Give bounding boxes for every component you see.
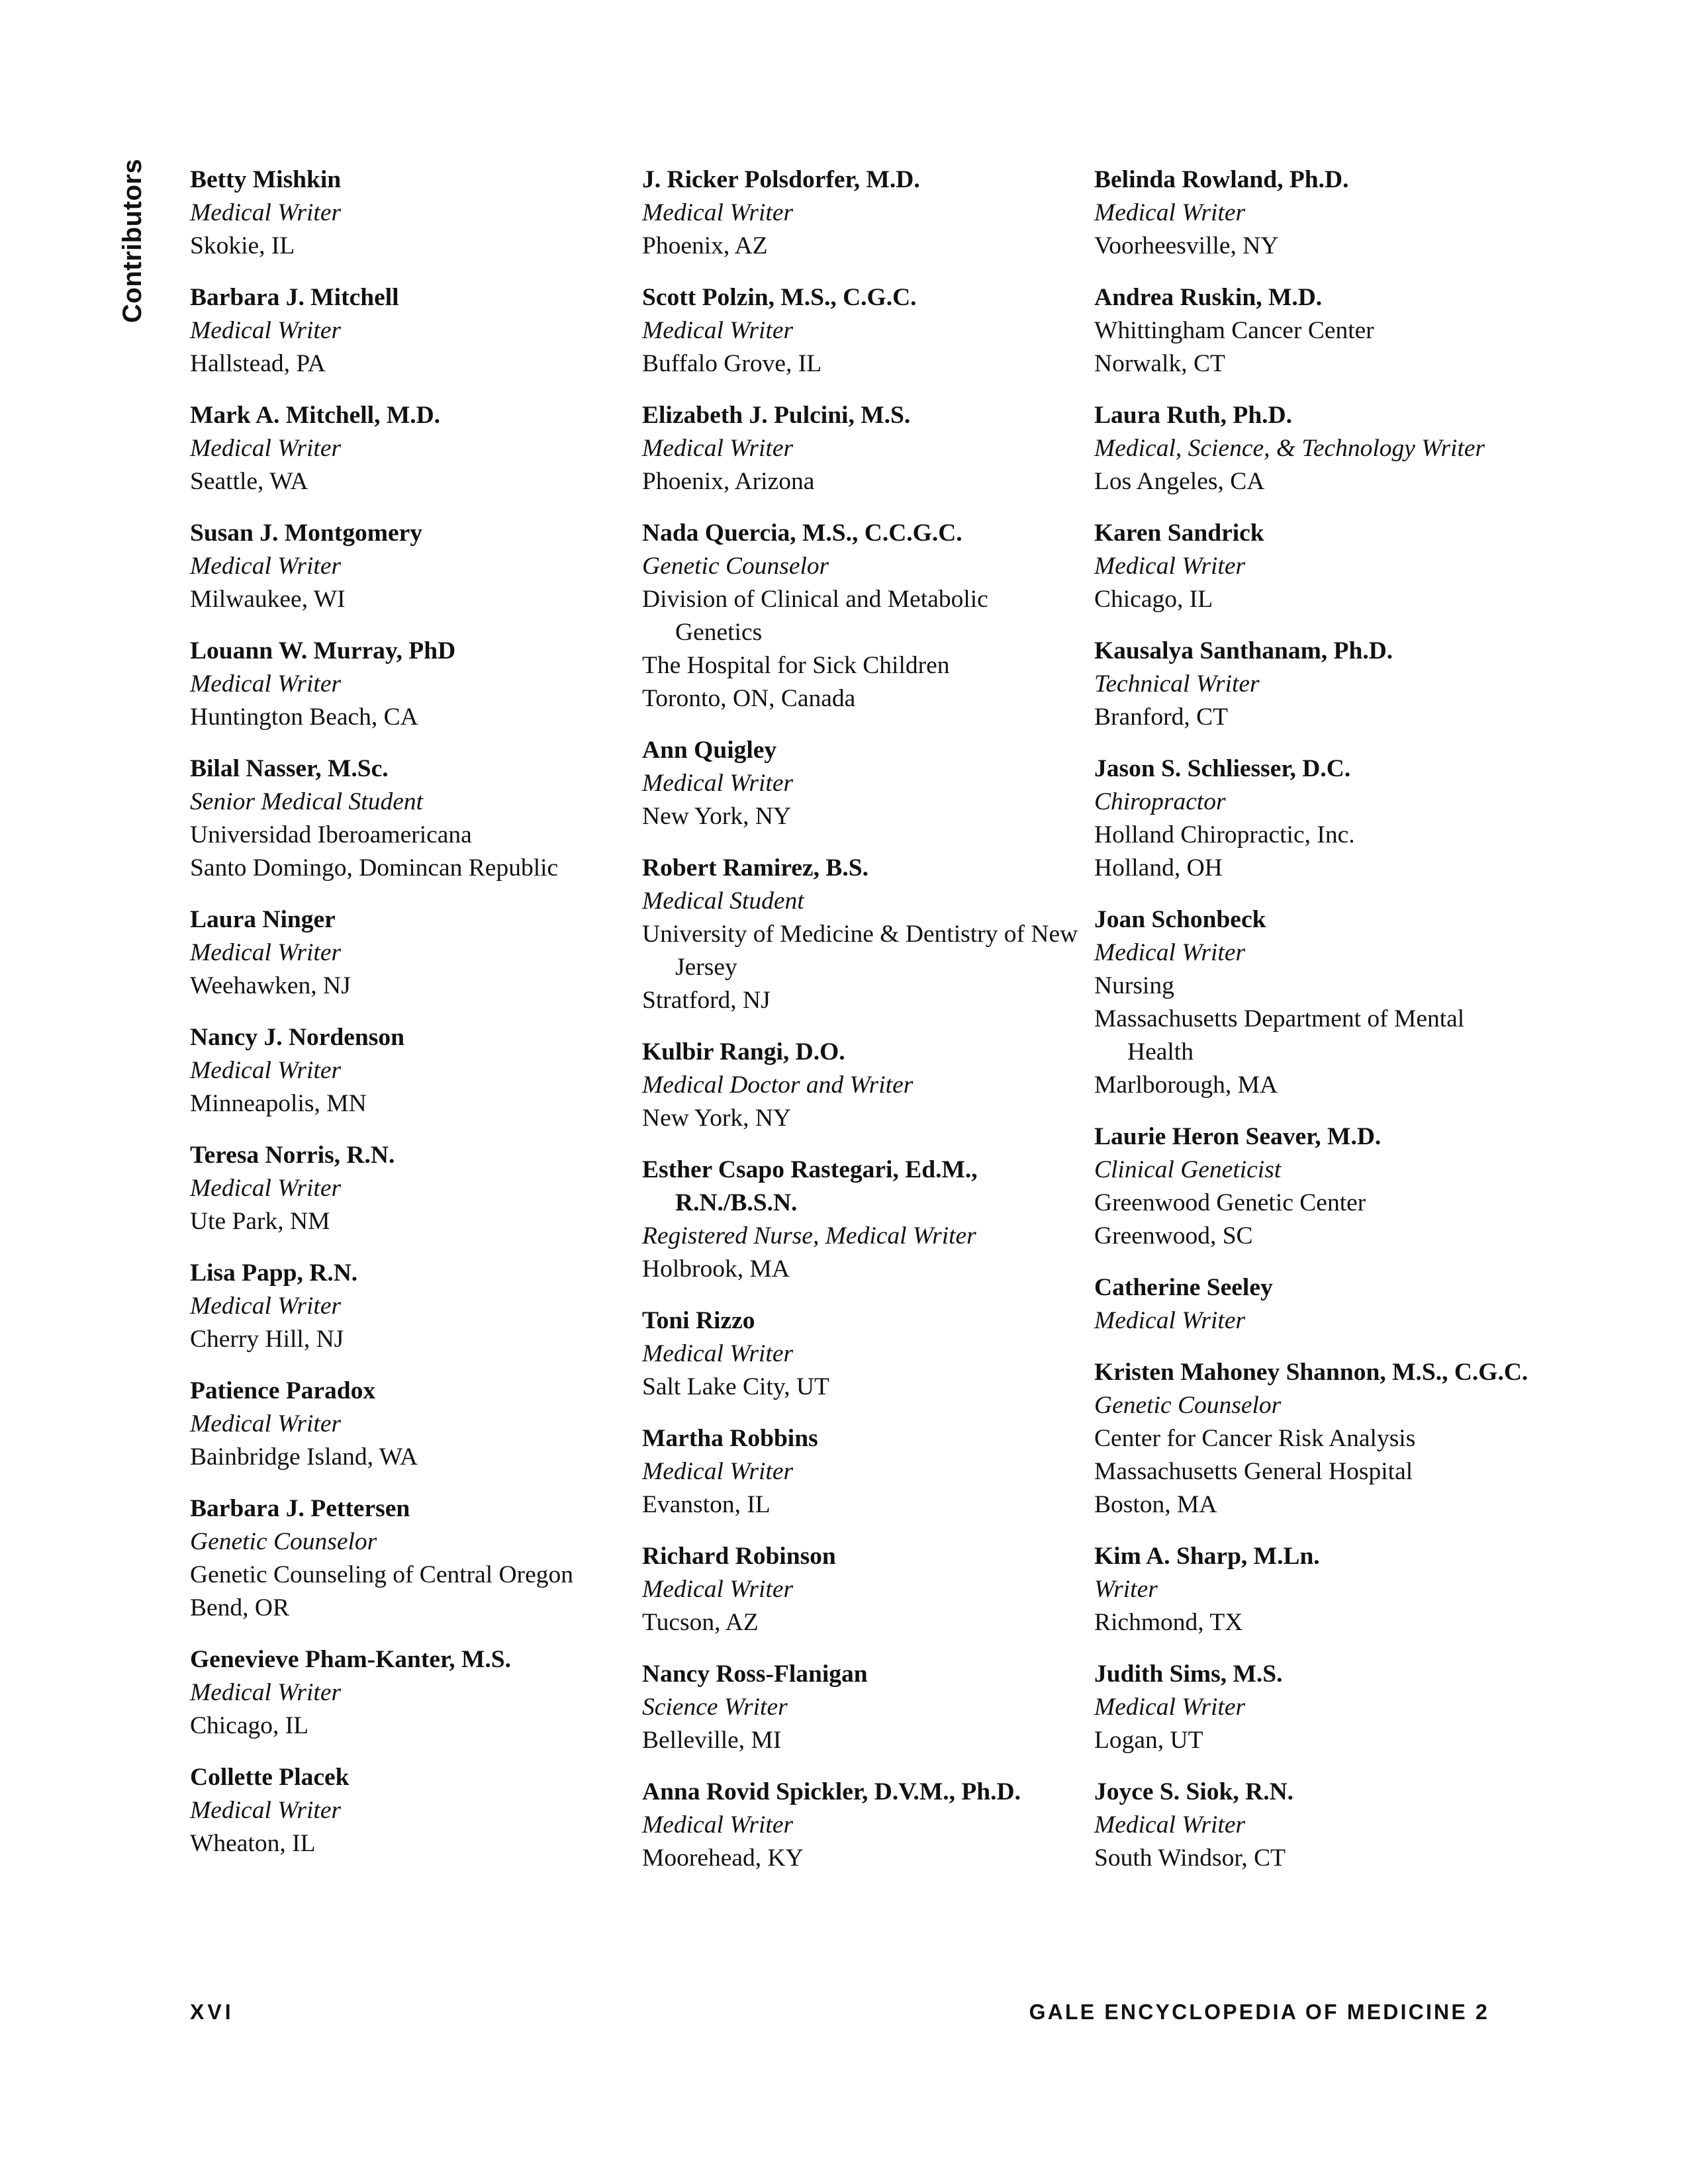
contributor-name: Robert Ramirez, B.S. [642,854,868,882]
contributor-entry [1094,281,1531,381]
contributor-entry [642,399,1079,498]
contributor-detail: Center for Cancer Risk Analysis [1094,1425,1416,1452]
contributor-name: Mark A. Mitchell, M.D. [190,402,441,429]
contributor-role: Medical Doctor and Writer [642,1071,914,1099]
contributor-detail: Branford, CT [1094,704,1229,731]
contributor-entry [1094,517,1531,616]
contributor-entry [642,517,1079,715]
contributor-name: Louann W. Murray, PhD [190,637,456,664]
contributor-role: Medical Writer [1094,553,1246,580]
publication-title: GALE ENCYCLOPEDIA OF MEDICINE 2 [1029,2000,1489,2024]
contributor-name: Lisa Papp, R.N. [190,1259,358,1287]
contributor-role: Medical Writer [190,1679,342,1706]
contributor-detail: Weehawken, NJ [190,972,351,999]
contributor-entry [642,1304,1079,1404]
contributor-role: Clinical Geneticist [1094,1156,1282,1183]
contributor-entry [1094,635,1531,734]
contributor-detail: Bainbridge Island, WA [190,1443,418,1471]
contributors-column-2 [642,163,1079,1893]
contributor-detail: Logan, UT [1094,1727,1203,1754]
contributor-name: Nada Quercia, M.S., C.C.G.C. [642,520,962,547]
contributor-entry [1094,1356,1531,1522]
contributor-role: Medical Writer [190,199,342,226]
contributor-role: Medical Writer [190,435,342,462]
contributor-detail: New York, NY [642,803,792,830]
contributor-entry [642,1422,1079,1522]
contributor-role: Medical Writer [190,1175,342,1202]
contributor-entry [190,752,627,885]
contributor-detail: Holbrook, MA [642,1255,790,1283]
page-number: XVI [190,2000,234,2024]
contributor-detail: Wheaton, IL [190,1830,316,1857]
contributor-role: Science Writer [642,1694,788,1721]
contributor-name: Kim A. Sharp, M.Ln. [1094,1543,1320,1570]
contributor-detail: Greenwood, SC [1094,1222,1253,1250]
contributor-detail: Greenwood Genetic Center [1094,1189,1366,1216]
contributor-entry [190,517,627,616]
contributor-name: Ann Quigley [642,737,777,764]
contributor-name: Kristen Mahoney Shannon, M.S., C.G.C. [1094,1359,1528,1386]
contributor-entry [190,1021,627,1120]
contributor-name: Esther Csapo Rastegari, Ed.M., R.N./B.S.N. [642,1156,978,1216]
contributor-detail: University of Medicine & Dentistry of New Jersey [642,921,1078,981]
contributor-name: Barbara J. Mitchell [190,284,399,311]
contributor-entry [642,281,1079,381]
contributor-name: Elizabeth J. Pulcini, M.S. [642,402,911,429]
contributor-detail: Hallstead, PA [190,350,326,377]
contributor-detail: Holland Chiropractic, Inc. [1094,821,1355,848]
contributor-detail: Whittingham Cancer Center [1094,317,1374,344]
contributor-entry [190,163,627,263]
contributor-role: Writer [1094,1576,1158,1603]
contributor-name: Patience Paradox [190,1377,376,1404]
contributor-role: Medical Writer [642,199,794,226]
contributor-entry [642,1658,1079,1757]
contributor-detail: Huntington Beach, CA [190,704,418,731]
contributor-detail: Buffalo Grove, IL [642,350,822,377]
contributor-detail: Genetic Counseling of Central Oregon [190,1561,574,1588]
contributor-detail: Tucson, AZ [642,1609,759,1636]
contributor-role: Registered Nurse, Medical Writer [642,1222,976,1250]
contributor-detail: South Windsor, CT [1094,1844,1286,1872]
contributor-role: Genetic Counselor [642,553,829,580]
contributor-role: Medical Writer [642,1458,794,1485]
contributor-role: Medical Writer [1094,1811,1246,1839]
contributor-detail: Seattle, WA [190,468,308,495]
contributor-role: Medical Writer [642,1340,794,1367]
contributor-name: Belinda Rowland, Ph.D. [1094,166,1349,193]
contributor-entry [190,1492,627,1625]
contributor-detail: Evanston, IL [642,1491,771,1518]
contributor-entry [1094,163,1531,263]
contributor-detail: Milwaukee, WI [190,586,346,613]
contributor-detail: Los Angeles, CA [1094,468,1265,495]
contributor-entry [642,1776,1079,1875]
contributor-name: Nancy J. Nordenson [190,1024,404,1051]
contributors-column-1 [190,163,627,1879]
contributor-detail: Chicago, IL [190,1712,309,1739]
contributor-entry [642,1154,1079,1286]
contributor-detail: Bend, OR [190,1594,289,1621]
contributor-name: Martha Robbins [642,1425,818,1452]
contributor-role: Medical Writer [190,939,342,966]
contributor-name: Collette Placek [190,1764,350,1791]
contributor-entry [190,903,627,1003]
contributor-name: Kulbir Rangi, D.O. [642,1038,845,1066]
contributor-role: Medical Writer [190,317,342,344]
contributor-name: J. Ricker Polsdorfer, M.D. [642,166,920,193]
contributor-role: Medical Writer [190,553,342,580]
contributor-role: Genetic Counselor [190,1528,377,1555]
contributor-detail: Universidad Iberoamericana [190,821,472,848]
contributor-detail: Norwalk, CT [1094,350,1225,377]
contributor-role: Senior Medical Student [190,788,424,815]
contributor-detail: New York, NY [642,1105,792,1132]
contributor-detail: Boston, MA [1094,1491,1217,1518]
contributor-role: Medical Writer [642,317,794,344]
contributor-detail: Stratford, NJ [642,987,771,1014]
contributor-entry [190,399,627,498]
contributor-name: Karen Sandrick [1094,520,1264,547]
contributor-role: Medical Writer [642,435,794,462]
contributor-entry [1094,1540,1531,1639]
contributor-role: Medical Writer [190,1797,342,1824]
contributor-detail: Santo Domingo, Domincan Republic [190,854,559,882]
contributor-name: Laura Ninger [190,906,336,933]
contributor-entry [190,1643,627,1743]
contributor-role: Medical Writer [190,1057,342,1084]
contributor-name: Catherine Seeley [1094,1274,1273,1301]
contributor-name: Genevieve Pham-Kanter, M.S. [190,1646,511,1673]
contributor-entry [642,852,1079,1017]
contributor-name: Scott Polzin, M.S., C.G.C. [642,284,917,311]
contributor-role: Technical Writer [1094,670,1260,698]
contributor-detail: Nursing [1094,972,1174,999]
contributor-entry [190,1375,627,1474]
contributor-entry [1094,1271,1531,1338]
contributor-name: Barbara J. Pettersen [190,1495,410,1522]
contributor-detail: Richmond, TX [1094,1609,1243,1636]
contributor-entry [1094,903,1531,1102]
contributor-entry [190,281,627,381]
contributor-role: Medical Writer [1094,1694,1246,1721]
contributor-detail: Ute Park, NM [190,1208,330,1235]
contributor-detail: Toronto, ON, Canada [642,685,856,712]
contributors-column-3 [1094,163,1531,1893]
contributor-detail: Division of Clinical and Metabolic Genetics [642,586,988,646]
contributor-detail: Moorehead, KY [642,1844,804,1872]
contributor-detail: Cherry Hill, NJ [190,1326,344,1353]
contributor-name: Betty Mishkin [190,166,342,193]
contributor-detail: Phoenix, Arizona [642,468,815,495]
contributor-role: Medical Writer [642,1811,794,1839]
contributor-entry [642,1036,1079,1135]
contributor-role: Medical Writer [190,1293,342,1320]
contributor-entry [190,1257,627,1356]
contributor-detail: Minneapolis, MN [190,1090,367,1117]
contributor-entry [190,1139,627,1238]
contributor-role: Medical Student [642,887,804,915]
contributor-role: Medical Writer [1094,199,1246,226]
contributor-role: Medical Writer [190,670,342,698]
contributor-detail: Phoenix, AZ [642,232,768,259]
contributor-name: Laurie Heron Seaver, M.D. [1094,1123,1382,1150]
contributor-name: Teresa Norris, R.N. [190,1142,395,1169]
contributor-entry [1094,1120,1531,1253]
contributor-entry [1094,752,1531,885]
contributor-name: Anna Rovid Spickler, D.V.M., Ph.D. [642,1778,1021,1805]
contributor-name: Andrea Ruskin, M.D. [1094,284,1323,311]
contributor-role: Medical Writer [642,1576,794,1603]
contributor-name: Laura Ruth, Ph.D. [1094,402,1293,429]
contributor-name: Joan Schonbeck [1094,906,1266,933]
contributor-detail: Skokie, IL [190,232,295,259]
contributor-name: Jason S. Schliesser, D.C. [1094,755,1351,782]
contributor-name: Susan J. Montgomery [190,520,423,547]
contributor-role: Medical Writer [642,770,794,797]
contributor-role: Medical Writer [190,1410,342,1437]
contributor-name: Kausalya Santhanam, Ph.D. [1094,637,1393,664]
section-label: Contributors [118,158,147,323]
contributor-detail: Voorheesville, NY [1094,232,1279,259]
contributor-role: Genetic Counselor [1094,1392,1282,1419]
contributor-role: Medical, Science, & Technology Writer [1094,435,1485,462]
contributor-detail: Holland, OH [1094,854,1223,882]
contributor-detail: The Hospital for Sick Children [642,652,950,679]
contributor-name: Judith Sims, M.S. [1094,1661,1283,1688]
contributor-entry [190,1761,627,1860]
contributor-entry [1094,399,1531,498]
contributor-name: Nancy Ross-Flanigan [642,1661,868,1688]
contributor-entry [190,635,627,734]
contributor-entry [1094,1776,1531,1875]
contributor-role: Chiropractor [1094,788,1226,815]
contributor-role: Medical Writer [1094,939,1246,966]
contributor-entry [642,734,1079,833]
contributor-detail: Massachusetts Department of Mental Health [1094,1005,1465,1066]
contributor-role: Medical Writer [1094,1307,1246,1334]
contributor-entry [642,1540,1079,1639]
contributor-detail: Salt Lake City, UT [642,1373,829,1400]
contributor-name: Bilal Nasser, M.Sc. [190,755,389,782]
contributor-detail: Belleville, MI [642,1727,782,1754]
contributor-entry [642,163,1079,263]
contributor-name: Joyce S. Siok, R.N. [1094,1778,1294,1805]
contributor-name: Richard Robinson [642,1543,836,1570]
contributor-detail: Chicago, IL [1094,586,1213,613]
contributor-detail: Marlborough, MA [1094,1071,1278,1099]
contributor-detail: Massachusetts General Hospital [1094,1458,1413,1485]
contributor-entry [1094,1658,1531,1757]
contributor-name: Toni Rizzo [642,1307,755,1334]
contributors-list [190,163,1528,1964]
